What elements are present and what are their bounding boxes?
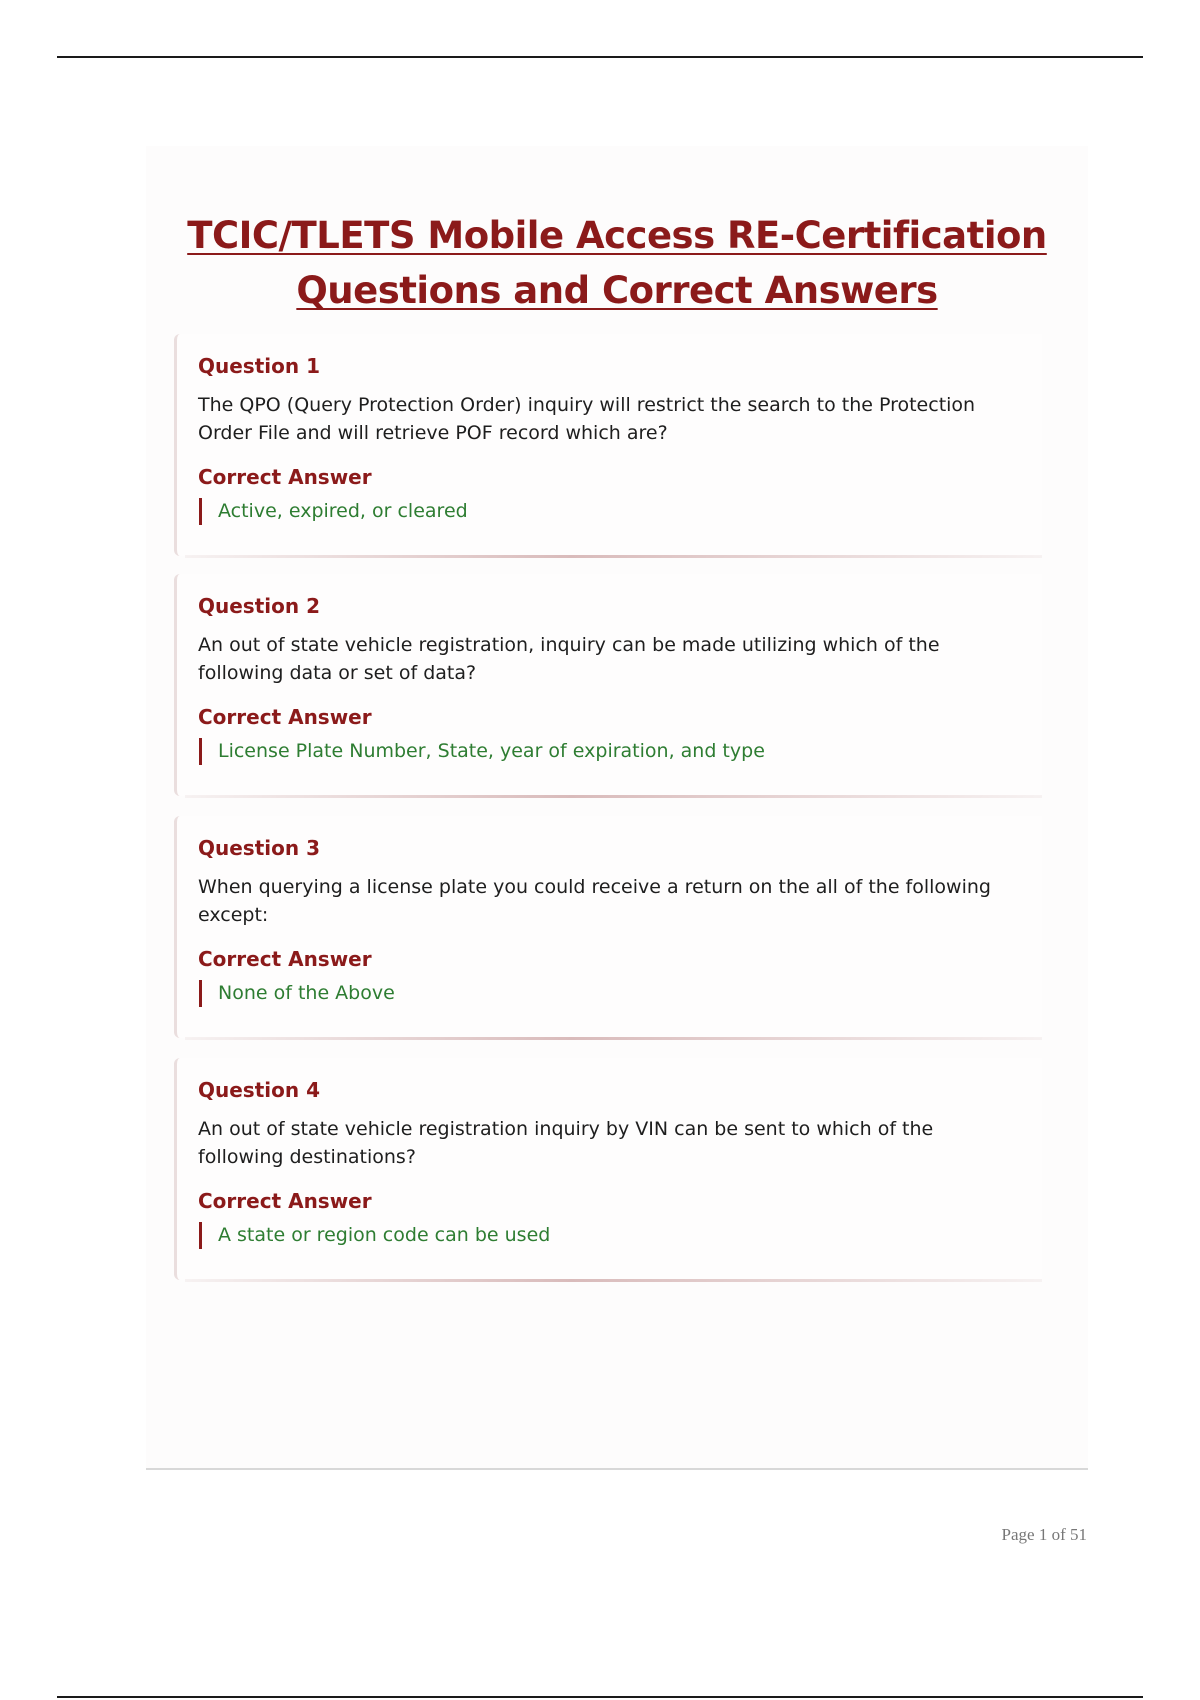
correct-answer-label: Correct Answer — [198, 947, 372, 971]
page-number: Page 1 of 51 — [1001, 1525, 1087, 1544]
correct-answer-label: Correct Answer — [198, 465, 372, 489]
question-card-4 — [174, 1058, 1042, 1280]
correct-answer-text: License Plate Number, State, year of expiration, and type — [199, 738, 765, 765]
document-page — [146, 146, 1088, 1470]
correct-answer-text: None of the Above — [199, 980, 395, 1007]
footer-divider — [146, 1468, 1088, 1470]
title-line-2: Questions and Correct Answers — [296, 269, 938, 312]
question-label: Question 4 — [198, 1078, 320, 1102]
question-label: Question 3 — [198, 836, 320, 860]
question-card-3 — [174, 816, 1042, 1038]
question-card-2 — [174, 574, 1042, 796]
question-text: An out of state vehicle registration inquiry by VIN can be sent to which of the following destinations? — [198, 1118, 934, 1168]
correct-answer-text: Active, expired, or cleared — [199, 498, 468, 525]
title-line-1: TCIC/TLETS Mobile Access RE-Certification — [187, 214, 1047, 257]
question-text: An out of state vehicle registration, inquiry can be made utilizing which of the following data or set of data? — [198, 634, 940, 684]
question-label: Question 2 — [198, 594, 320, 618]
page-bottom-rule — [57, 1696, 1143, 1698]
question-text: When querying a license plate you could receive a return on the all of the following except: — [198, 876, 991, 926]
question-label: Question 1 — [198, 354, 320, 378]
page-top-rule — [57, 56, 1143, 58]
question-text: The QPO (Query Protection Order) inquiry will restrict the search to the Protection Order File and will retrieve POF record which are? — [198, 394, 976, 444]
question-card-1 — [174, 334, 1042, 556]
correct-answer-text: A state or region code can be used — [199, 1222, 550, 1249]
correct-answer-label: Correct Answer — [198, 1189, 372, 1213]
document-title — [146, 208, 1088, 318]
correct-answer-label: Correct Answer — [198, 705, 372, 729]
